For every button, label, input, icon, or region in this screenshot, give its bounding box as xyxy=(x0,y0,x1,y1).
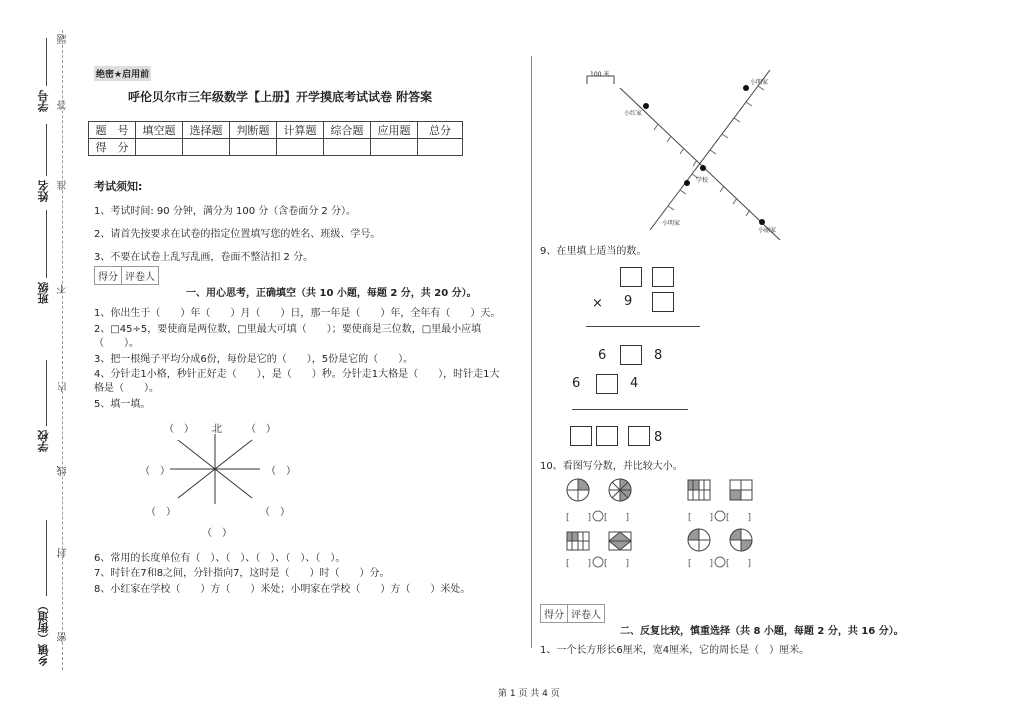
score-header-cell: 应用题 xyxy=(371,122,418,139)
score-input-cell[interactable] xyxy=(183,139,230,156)
score-header-cell: 题 号 xyxy=(89,122,136,139)
q9-box[interactable] xyxy=(596,426,618,446)
question-5: 5、填一填。 xyxy=(94,399,151,410)
margin-fill-line-name xyxy=(46,124,47,176)
q9-box[interactable] xyxy=(652,292,674,312)
grader-box-2 xyxy=(540,604,605,623)
compass-blank-s[interactable]: （ ） xyxy=(202,528,232,539)
question-6: 6、常用的长度单位有（ ）、（ ）、（ ）、（ ）、（ ）。 xyxy=(94,553,346,564)
q9-box[interactable] xyxy=(620,267,642,287)
score-header-cell: 选择题 xyxy=(183,122,230,139)
score-input-cell[interactable] xyxy=(371,139,418,156)
score-row-label: 得 分 xyxy=(89,139,136,156)
compass-blank-ne[interactable]: （ ） xyxy=(246,424,276,435)
score-table-header-row xyxy=(89,122,463,139)
question-3: 3、把一根绳子平均分成6份，每份是它的（ ），5份是它的（ ）。 xyxy=(94,354,414,365)
map-diagram xyxy=(600,70,800,240)
question-4-cont: 格是（ ）。 xyxy=(94,383,159,394)
q9-box[interactable] xyxy=(620,345,642,365)
question-9: 9、在里填上适当的数。 xyxy=(540,246,647,257)
section2-title: 二、反复比较，慎重选择（共 8 小题，每题 2 分，共 16 分）。 xyxy=(620,626,904,637)
grader-reviewer-label: 评卷人 xyxy=(125,272,155,283)
seal-char-2: 答 xyxy=(58,100,69,110)
notice-title: 考试须知: xyxy=(94,180,143,193)
section1-title: 一、用心思考，正确填空（共 10 小题，每题 2 分，共 20 分）。 xyxy=(186,288,477,299)
compass-blank-w[interactable]: （ ） xyxy=(140,466,170,477)
score-input-cell[interactable] xyxy=(230,139,277,156)
notice-item: 1、考试时间: 90 分钟，满分为 100 分（含卷面分 2 分）。 xyxy=(94,206,356,217)
q9-digit-eight-b: 8 xyxy=(654,430,663,445)
section2-question-1: 1、一个长方形长6厘米，宽4厘米，它的周长是（ ）厘米。 xyxy=(540,645,810,656)
q9-digit-six-a: 6 xyxy=(598,348,607,363)
q9-box[interactable] xyxy=(628,426,650,446)
score-header-cell: 填空题 xyxy=(136,122,183,139)
map-scale-label: 100 米 xyxy=(590,71,610,78)
score-header-cell: 计算题 xyxy=(277,122,324,139)
seal-char-3: 准 xyxy=(58,180,69,190)
question-8: 8、小红家在学校（ ）方（ ）米处；小明家在学校（ ）方（ ）米处。 xyxy=(94,584,471,595)
fraction-bracket[interactable]: [ ] xyxy=(688,513,714,523)
q9-box[interactable] xyxy=(652,267,674,287)
score-input-cell[interactable] xyxy=(277,139,324,156)
question-7: 7、时针在7和8之间，分针指向7，这时是（ ）时（ ）分。 xyxy=(94,568,390,579)
compass-diagram xyxy=(170,434,260,504)
notice-item: 3、不要在试卷上乱写乱画，卷面不整洁扣 2 分。 xyxy=(94,252,314,263)
q9-digit-four: 4 xyxy=(630,376,639,391)
secret-label: 绝密★启用前 xyxy=(94,66,151,81)
score-header-cell: 判断题 xyxy=(230,122,277,139)
score-input-cell[interactable] xyxy=(136,139,183,156)
margin-label-name: 姓名 xyxy=(37,180,50,202)
compass-blank-sw[interactable]: （ ） xyxy=(146,507,176,518)
question-2-cont: （ ）。 xyxy=(94,338,139,349)
fraction-bracket[interactable]: [ ] xyxy=(726,559,752,569)
page-footer: 第 1 页 共 4 页 xyxy=(498,689,560,699)
score-table xyxy=(88,121,463,156)
q9-box[interactable] xyxy=(570,426,592,446)
q9-digit-eight-a: 8 xyxy=(654,348,663,363)
margin-fill-line-student-id xyxy=(46,38,47,86)
score-header-cell: 综合题 xyxy=(324,122,371,139)
map-label-xiaoming-top: 小明家 xyxy=(750,79,769,86)
question-1: 1、你出生于（ ）年（ ）月（ ）日，那一年是（ ）年，全年有（ ）天。 xyxy=(94,308,501,319)
fraction-bracket[interactable]: [ ] xyxy=(604,559,630,569)
seal-char-7: 封 xyxy=(58,548,69,558)
fraction-bracket[interactable]: [ ] xyxy=(726,513,752,523)
margin-label-student-id: 学号 xyxy=(37,90,50,112)
score-input-cell[interactable] xyxy=(324,139,371,156)
q9-rule-1 xyxy=(586,326,700,327)
seal-char-6: 线 xyxy=(58,466,69,476)
seal-char-1: 题 xyxy=(58,34,69,44)
fraction-bracket[interactable]: [ ] xyxy=(566,559,592,569)
question-4: 4、分针走1小格，秒针正好走（ ），是（ ）秒。分针走1大格是（ ），时针走1大 xyxy=(94,369,500,380)
map-label-xiaoming-bottom: 小明家 xyxy=(662,220,681,227)
notice-item: 2、请首先按要求在试卷的指定位置填写您的姓名、班级、学号。 xyxy=(94,229,381,240)
map-label-xiaohong-top: 小红家 xyxy=(624,110,643,117)
q9-rule-2 xyxy=(572,409,688,410)
question-10: 10、看图写分数，并比较大小。 xyxy=(540,461,683,472)
margin-fill-line-school xyxy=(46,360,47,426)
grader-reviewer-label: 评卷人 xyxy=(571,610,601,621)
question-2: 2、□45÷5，要使商是两位数，□里最大可填（ ）；要使商是三位数，□里最小应填 xyxy=(94,324,482,335)
map-label-xiaoli-bottom: 小丽家 xyxy=(758,227,777,234)
grader-score-label: 得分 xyxy=(541,605,568,622)
score-header-cell: 总分 xyxy=(418,122,463,139)
fraction-bracket[interactable]: [ ] xyxy=(604,513,630,523)
grader-score-label: 得分 xyxy=(95,267,122,284)
fraction-bracket[interactable]: [ ] xyxy=(566,513,592,523)
q9-times-sign: × xyxy=(592,296,603,311)
q9-digit-nine: 9 xyxy=(624,294,633,309)
score-input-cell[interactable] xyxy=(418,139,463,156)
compass-blank-e[interactable]: （ ） xyxy=(266,466,296,477)
compass-north-label: 北 xyxy=(212,424,222,435)
margin-label-class: 班级 xyxy=(37,282,50,304)
map-label-school: 学校 xyxy=(696,177,709,184)
compass-blank-se[interactable]: （ ） xyxy=(260,507,290,518)
margin-fill-line-class xyxy=(46,210,47,278)
margin-label-township: 乡镇（街道） xyxy=(37,600,50,666)
grader-box-1 xyxy=(94,266,159,285)
exam-title: 呼伦贝尔市三年级数学【上册】开学摸底考试试卷 附答案 xyxy=(128,90,433,104)
fraction-bracket[interactable]: [ ] xyxy=(688,559,714,569)
seal-char-4: 不 xyxy=(58,284,69,294)
seal-dashed-line xyxy=(62,30,63,670)
seal-char-5: 内 xyxy=(58,382,69,392)
compass-blank-nw[interactable]: （ ） xyxy=(164,424,194,435)
q9-digit-six-b: 6 xyxy=(572,376,581,391)
seal-char-8: 密 xyxy=(58,632,69,642)
column-divider xyxy=(531,56,532,648)
margin-fill-line-township xyxy=(46,520,47,596)
q9-box[interactable] xyxy=(596,374,618,394)
margin-label-school: 学校 xyxy=(37,430,50,452)
score-table-score-row xyxy=(89,139,463,156)
